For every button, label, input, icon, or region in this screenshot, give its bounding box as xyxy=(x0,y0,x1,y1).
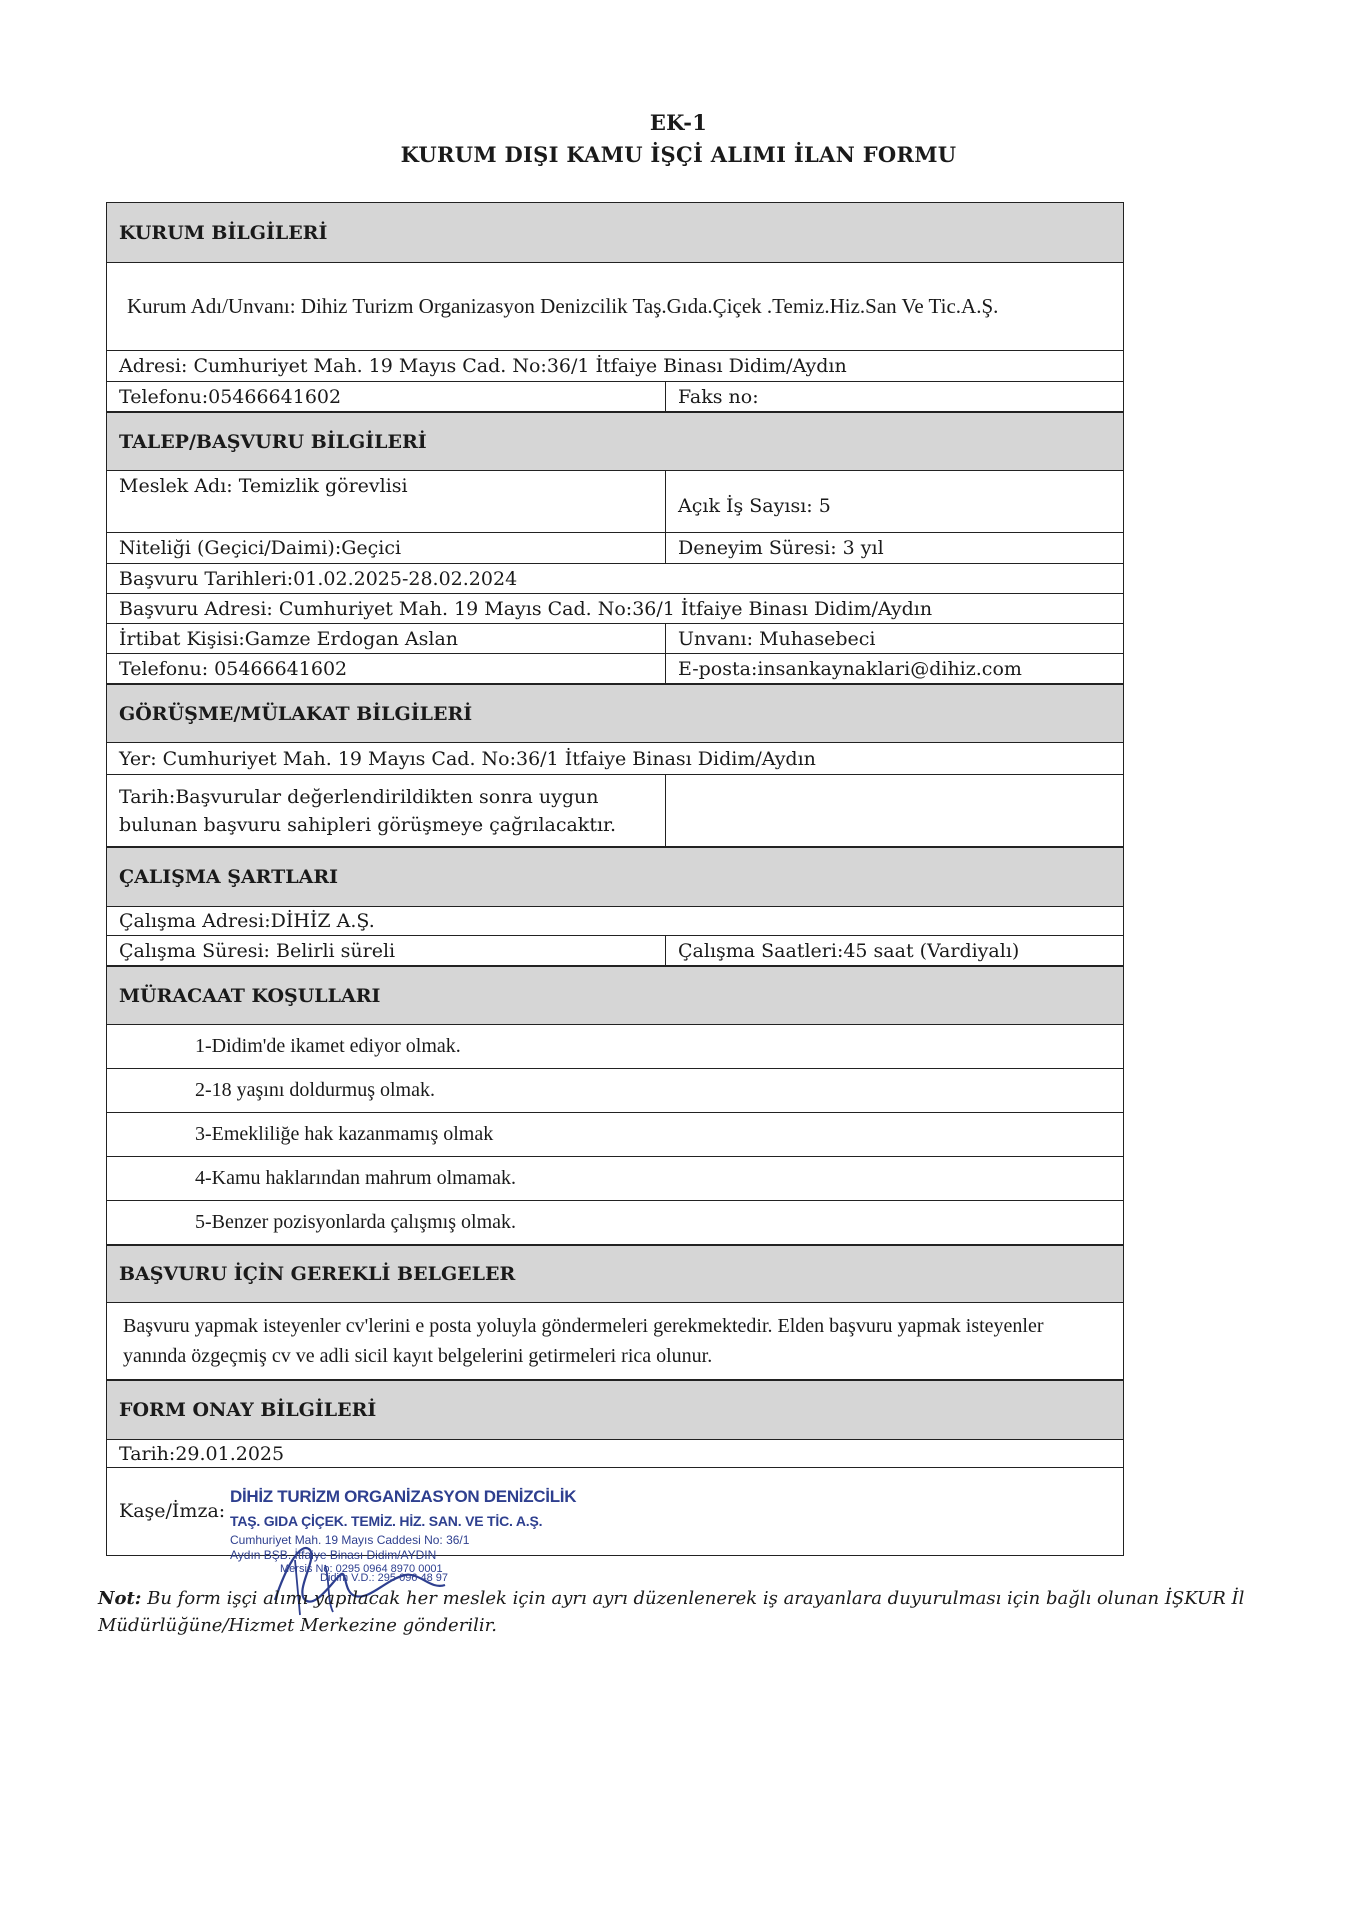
section-gorusme-header: GÖRÜŞME/MÜLAKAT BİLGİLERİ xyxy=(107,684,1123,743)
section-talep-header: TALEP/BAŞVURU BİLGİLERİ xyxy=(107,412,1123,471)
basvuru-adresi: Başvuru Adresi: Cumhuriyet Mah. 19 Mayıs Cad. No:36/1 İtfaiye Binası Didim/Aydın xyxy=(119,597,933,620)
row-calisma-adresi xyxy=(107,907,1123,936)
belgeler-text: Başvuru yapmak isteyenler cv'lerini e posta yoluyla göndermeleri gerekmektedir. Elden başvuru yapmak isteyenler yanında özgeçmiş cv ve adli sicil kayıt belgelerini getirmeleri rica olunur. xyxy=(123,1315,1044,1367)
form-title: KURUM DIŞI KAMU İŞÇİ ALIMI İLAN FORMU xyxy=(400,142,957,167)
onay-tarihi: Tarih:29.01.2025 xyxy=(119,1442,285,1465)
condition-item xyxy=(107,1201,1123,1245)
irtibat-eposta: E-posta:insankaynaklari@dihiz.com xyxy=(678,657,1022,680)
row-gorusme-yer xyxy=(107,743,1123,775)
acik-is-sayisi: Açık İş Sayısı: 5 xyxy=(678,494,831,517)
row-meslek xyxy=(107,471,1123,533)
row-nitelik xyxy=(107,533,1123,564)
kurum-fax: Faks no: xyxy=(678,385,759,408)
gorusme-tarihi: Tarih:Başvurular değerlendirildikten sonra uygun bulunan başvuru sahipleri görüşmeye çağrılacaktır. xyxy=(107,775,666,846)
condition-item xyxy=(107,1025,1123,1069)
section-muracaat-header: MÜRACAAT KOŞULLARI xyxy=(107,966,1123,1025)
condition-text: 3-Emekliliğe hak kazanmamış olmak xyxy=(195,1123,494,1145)
deneyim-suresi: Deneyim Süresi: 3 yıl xyxy=(678,537,884,559)
irtibat-unvani: Unvanı: Muhasebeci xyxy=(678,627,876,650)
row-gorusme-tarih xyxy=(107,775,1123,847)
condition-text: 5-Benzer pozisyonlarda çalışmış olmak. xyxy=(195,1211,517,1233)
form-code: EK-1 xyxy=(649,110,708,135)
row-basvuru-tarihleri xyxy=(107,564,1123,594)
row-irtibat-contact xyxy=(107,654,1123,684)
section-onay-header: FORM ONAY BİLGİLERİ xyxy=(107,1380,1123,1440)
row-irtibat xyxy=(107,624,1123,654)
irtibat-kisisi: İrtibat Kişisi:Gamze Erdogan Aslan xyxy=(107,624,666,653)
section-belgeler-header: BAŞVURU İÇİN GEREKLİ BELGELER xyxy=(107,1245,1123,1303)
condition-item xyxy=(107,1157,1123,1201)
condition-item xyxy=(107,1069,1123,1113)
nitelik: Niteliği (Geçici/Daimi):Geçici xyxy=(107,533,666,563)
calisma-suresi: Çalışma Süresi: Belirli süreli xyxy=(107,936,666,965)
condition-item xyxy=(107,1113,1123,1157)
kurum-address: Adresi: Cumhuriyet Mah. 19 Mayıs Cad. No:36/1 İtfaiye Binası Didim/Aydın xyxy=(119,355,847,377)
row-basvuru-adresi xyxy=(107,594,1123,624)
stamp-line-1: DİHİZ TURİZM ORGANİZASYON DENİZCİLİK xyxy=(230,1487,577,1506)
footer-note xyxy=(98,1585,1278,1639)
note-text: Bu form işçi alımı yapılacak her meslek için ayrı ayrı düzenlenerek iş arayanlara duyurulması için bağlı olunan İŞKUR İl Müdürlüğüne/Hizmet Merkezine gönderilir. xyxy=(98,1588,1245,1636)
stamp-line-6: Didim V.D.: 295 096 48 97 xyxy=(320,1572,449,1584)
gorusme-empty-cell xyxy=(666,775,1123,846)
meslek-adi: Meslek Adı: Temizlik görevlisi xyxy=(107,471,666,532)
irtibat-telefonu: Telefonu: 05466641602 xyxy=(107,654,666,683)
stamp-line-2: TAŞ. GIDA ÇİÇEK. TEMİZ. HİZ. SAN. VE TİC. A.Ş. xyxy=(230,1513,543,1529)
basvuru-tarihleri: Başvuru Tarihleri:01.02.2025-28.02.2024 xyxy=(119,567,518,590)
note-label: Not: xyxy=(98,1588,142,1609)
condition-text: 1-Didim'de ikamet ediyor olmak. xyxy=(195,1035,461,1057)
kurum-phone: Telefonu:05466641602 xyxy=(107,382,666,411)
row-onay-tarih xyxy=(107,1440,1123,1468)
row-kurum-address xyxy=(107,351,1123,382)
row-belgeler xyxy=(107,1303,1123,1380)
stamp-line-3: Cumhuriyet Mah. 19 Mayıs Caddesi No: 36/1 xyxy=(230,1533,470,1547)
row-kurum-name xyxy=(107,263,1123,351)
stamp-line-5: Mersis No: 0295 0964 8970 0001 xyxy=(280,1563,443,1575)
row-kurum-contact xyxy=(107,382,1123,412)
condition-text: 4-Kamu haklarından mahrum olmamak. xyxy=(195,1167,517,1189)
calisma-saatleri: Çalışma Saatleri:45 saat (Vardiyalı) xyxy=(678,939,1020,962)
condition-text: 2-18 yaşını doldurmuş olmak. xyxy=(195,1079,435,1101)
kurum-name: Kurum Adı/Unvanı: Dihiz Turizm Organizasyon Denizcilik Taş.Gıda.Çiçek .Temiz.Hiz.San Ve Tic.A.Ş. xyxy=(127,294,999,318)
calisma-adresi: Çalışma Adresi:DİHİZ A.Ş. xyxy=(119,910,375,932)
job-announcement-form xyxy=(106,202,1124,1556)
stamp-line-4: Aydın BŞB. İtfaiye Binası Didim/AYDIN xyxy=(230,1548,437,1562)
section-calisma-header: ÇALIŞMA ŞARTLARI xyxy=(107,847,1123,907)
section-kurum-header: KURUM BİLGİLERİ xyxy=(107,203,1123,263)
row-calisma-suresi xyxy=(107,936,1123,966)
kase-imza-label: Kaşe/İmza: xyxy=(119,1499,226,1522)
gorusme-yeri: Yer: Cumhuriyet Mah. 19 Mayıs Cad. No:36/1 İtfaiye Binası Didim/Aydın xyxy=(119,747,816,770)
